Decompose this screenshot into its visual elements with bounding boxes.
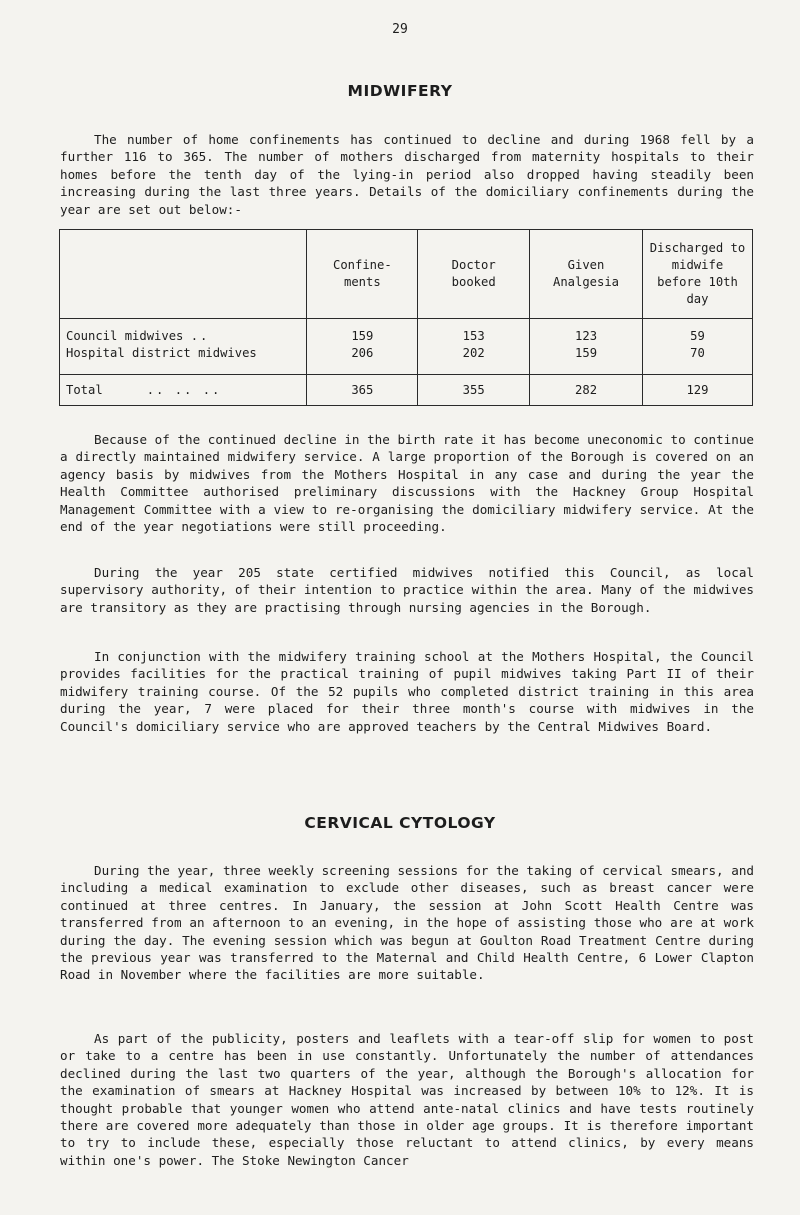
page-number: 29 xyxy=(392,22,408,37)
cell: 70 xyxy=(690,346,705,360)
table-row: Hospital district midwives xyxy=(66,346,257,360)
cell: 202 xyxy=(462,346,485,360)
table-row: Council midwives .. xyxy=(66,329,210,343)
midwifery-paragraph-training: In conjunction with the midwifery training school at the Mothers Hospital, the Council provides facilities for the practical training of pupil midwives taking Part II of their midwifery training course. Of the 52 pupils who completed district training in this area during the year, 7 were placed for their three month's course with midwives in the Council's domiciliary service who are approved teachers by the Central Midwives Board. xyxy=(60,649,754,734)
given-analgesia-cells xyxy=(530,319,643,375)
cell: 123 xyxy=(575,329,598,343)
confinements-table xyxy=(59,229,753,406)
cell: 153 xyxy=(462,329,485,343)
cell: 59 xyxy=(690,329,705,343)
row-labels xyxy=(60,319,307,375)
cervical-cytology-heading: CERVICAL CYTOLOGY xyxy=(304,814,496,832)
header-given-analgesia: Given Analgesia xyxy=(530,230,643,319)
header-doctor-booked: Doctor booked xyxy=(418,230,530,319)
doctor-booked-cells xyxy=(418,319,530,375)
cell: 159 xyxy=(351,329,374,343)
header-confinements: Confine- ments xyxy=(307,230,418,319)
midwifery-heading: MIDWIFERY xyxy=(347,82,453,100)
cervical-paragraph-sessions: During the year, three weekly screening sessions for the taking of cervical smears, and including a medical examination to exclude other diseases, such as breast cancer were continued at three centres. In January, the session at John Scott Health Centre was transferred from an afternoon to an evening, in the hope of assisting those who are at work during the day. The evening session which was begun at Goulton Road Treatment Centre during the previous year was transferred to the Maternal and Child Health Centre, 6 Lower Clapton Road in November where the facilities are more suitable. xyxy=(60,863,754,983)
total-discharged: 129 xyxy=(642,375,752,406)
midwifery-intro-paragraph: The number of home confinements has continued to decline and during 1968 fell by a further 116 to 365. The number of mothers discharged from maternity hospitals to their homes before the tenth day of the lying-in period also dropped having steadily been increasing during the last three years. Details of the domiciliary confinements during the year are set out below:- xyxy=(60,132,754,217)
total-confinements: 365 xyxy=(307,375,418,406)
leader-dots: .. .. .. xyxy=(146,382,222,397)
total-doctor-booked: 355 xyxy=(418,375,530,406)
table-header-row xyxy=(60,230,753,319)
cervical-paragraph-publicity: As part of the publicity, posters and leaflets with a tear-off slip for women to post or take to a centre has been in use constantly. Unfortunately the number of attendances declined during the last two quarters of the year, although the Borough's allocation for the examination of smears at Hackney Hospital was increased by between 10% to 12%. It is thought probable that younger women who attend ante-natal clinics and have tests routinely there are covered more adequately than those in older age groups. It is therefore important to try to include these, especially those reluctant to attend clinics, by every means within one's power. The Stoke Newington Cancer xyxy=(60,1031,754,1168)
cell: 159 xyxy=(575,346,598,360)
confinements-cells xyxy=(307,319,418,375)
midwifery-paragraph-decline: Because of the continued decline in the birth rate it has become uneconomic to continue a directly maintained midwifery service. A large proportion of the Borough is covered on an agency basis by midwives from the Mothers Hospital in any case and during the year the Health Committee authorised preliminary discussions with the Hackney Group Hospital Management Committee with a view to re-organising the domiciliary midwifery service. At the end of the year negotiations were still proceeding. xyxy=(60,432,754,535)
total-given-analgesia: 282 xyxy=(530,375,643,406)
table-total-row xyxy=(60,375,753,406)
discharged-cells xyxy=(642,319,752,375)
midwifery-paragraph-notified: During the year 205 state certified midwives notified this Council, as local supervisory authority, of their intention to practice within the area. Many of the midwives are transitory as they are practising through nursing agencies in the Borough. xyxy=(60,565,754,615)
header-discharged: Discharged to midwife before 10th day xyxy=(642,230,752,319)
leader-dots: .. xyxy=(190,329,210,343)
cell: 206 xyxy=(351,346,374,360)
table-body-row xyxy=(60,319,753,375)
header-blank xyxy=(60,230,307,319)
total-label: Total .. .. .. xyxy=(60,375,307,406)
